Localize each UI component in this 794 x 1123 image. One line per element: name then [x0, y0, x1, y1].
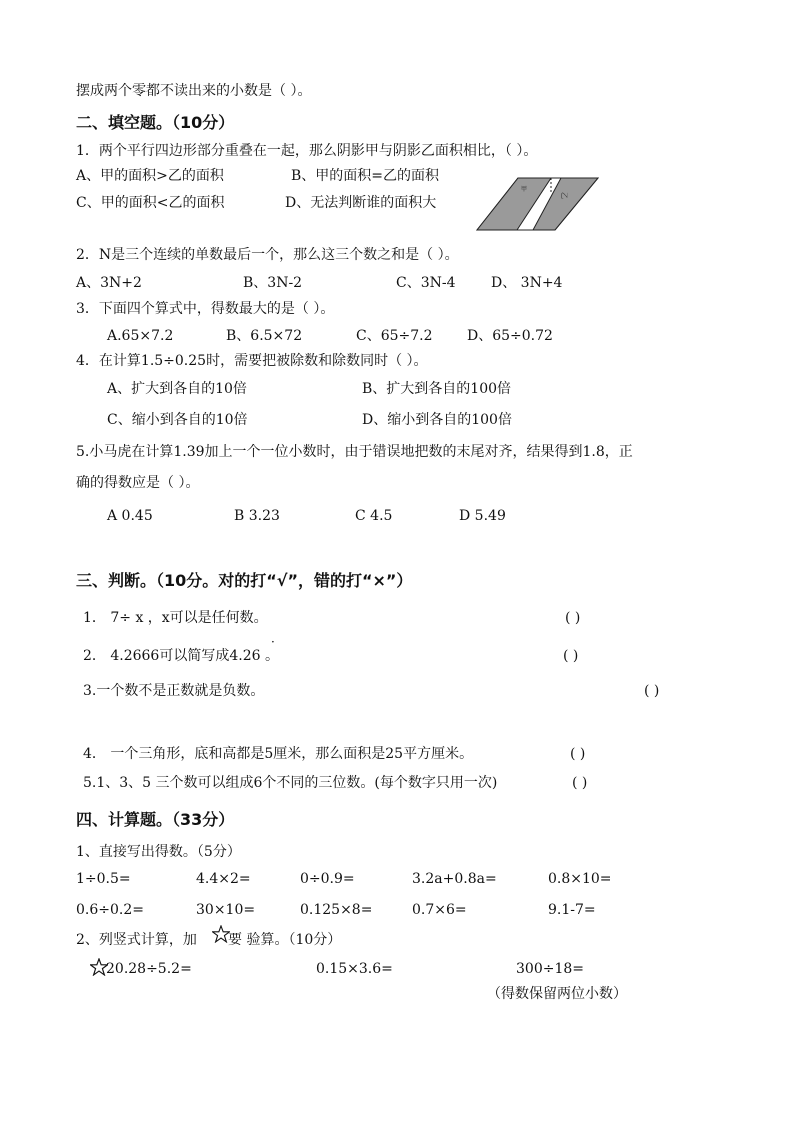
question-1-option-b: B、甲的面积=乙的面积	[291, 168, 440, 184]
section-title-calc: 四、计算题。（33分）	[76, 810, 235, 829]
question-1-option-d: D、无法判断谁的面积大	[285, 195, 437, 211]
figure-label-yi: 乙	[560, 192, 568, 199]
question-3-option-b: B、6.5×72	[226, 328, 303, 344]
question-4-option-a: A、扩大到各自的10倍	[107, 381, 247, 397]
calc-sub-2-part-a: 2、列竖式计算，加	[76, 932, 197, 948]
oral-calc-9: 0.7×6=	[412, 902, 467, 918]
question-5-stem: 5.小马虎在计算1.39加上一个一位小数时，由于错误地把数的末尾对齐，结果得到1.8，正	[76, 444, 633, 460]
oral-calc-5: 0.8×10=	[548, 871, 612, 887]
oral-calc-7: 30×10=	[196, 902, 256, 918]
vertical-calc-2: 0.15×3.6=	[316, 961, 393, 977]
question-5-option-a: A 0.45	[107, 508, 153, 524]
judge-item-2: 2． 4.2666可以简写成4.26 。	[83, 648, 279, 664]
question-4-option-c: C、缩小到各自的10倍	[107, 412, 248, 428]
calc-sub-2-part-b: 要 验算。（10分）	[228, 932, 342, 948]
oral-calc-3: 0÷0.9=	[300, 871, 355, 887]
judge-item-2-paren: ( )	[563, 648, 579, 664]
question-4-option-d: D、缩小到各自的100倍	[362, 412, 512, 428]
repeating-decimal-dot: ·	[271, 635, 275, 649]
judge-item-3: 3.一个数不是正数就是负数。	[83, 683, 265, 699]
judge-item-1: 1． 7÷ x ，x可以是任何数。	[83, 610, 268, 626]
judge-item-4: 4． 一个三角形，底和高都是5厘米，那么面积是25平方厘米。	[83, 746, 474, 762]
fill-blank-line: 摆成两个零都不读出来的小数是（ ）。	[76, 83, 312, 99]
judge-item-4-paren: ( )	[570, 746, 586, 762]
question-5-stem-cont: 确的得数应是（ ）。	[76, 475, 200, 491]
question-2-option-d: D、 3N+4	[491, 275, 563, 291]
question-3-option-c: C、65÷7.2	[356, 328, 433, 344]
judge-item-5-paren: ( )	[572, 775, 588, 791]
figure-label-jia: 甲	[521, 186, 528, 193]
question-5-option-b: B 3.23	[234, 508, 280, 524]
question-1-stem: 1．两个平行四边形部分重叠在一起，那么阴影甲与阴影乙面积相比，（ ）。	[76, 143, 538, 159]
question-3-option-d: D、65÷0.72	[467, 328, 553, 344]
vertical-calc-1: 20.28÷5.2=	[106, 961, 192, 977]
question-5-option-d: D 5.49	[459, 508, 506, 524]
vertical-calc-3: 300÷18=	[516, 961, 584, 977]
parallelogram-overlap-figure	[475, 174, 603, 234]
calc-sub-1: 1、直接写出得数。（5分）	[76, 844, 241, 860]
oral-calc-6: 0.6÷0.2=	[76, 902, 144, 918]
question-2-option-c: C、3N-4	[396, 275, 456, 291]
oral-calc-8: 0.125×8=	[300, 902, 373, 918]
section-title-fill: 二、填空题。（10分）	[76, 113, 235, 132]
judge-item-3-paren: ( )	[644, 683, 660, 699]
question-3-option-a: A.65×7.2	[107, 328, 174, 344]
section-title-judge: 三、判断。（10分。对的打“√”，错的打“×”）	[76, 571, 413, 590]
question-2-option-a: A、3N+2	[76, 275, 142, 291]
question-5-option-c: C 4.5	[355, 508, 393, 524]
oral-calc-1: 1÷0.5=	[76, 871, 131, 887]
question-3-stem: 3．下面四个算式中，得数最大的是（ ）。	[76, 301, 335, 317]
question-2-stem: 2．N是三个连续的单数最后一个，那么这三个数之和是（ ）。	[76, 247, 459, 263]
oral-calc-2: 4.4×2=	[196, 871, 251, 887]
question-2-option-b: B、3N-2	[243, 275, 303, 291]
oral-calc-10: 9.1-7=	[548, 902, 596, 918]
judge-item-5: 5.1、3、5 三个数可以组成6个不同的三位数。(每个数字只用一次)	[83, 775, 498, 791]
oral-calc-4: 3.2a+0.8a=	[412, 871, 497, 887]
question-1-option-a: A、甲的面积>乙的面积	[76, 168, 224, 184]
question-1-option-c: C、甲的面积<乙的面积	[76, 195, 225, 211]
question-4-stem: 4．在计算1.5÷0.25时，需要把被除数和除数同时（ ）。	[76, 353, 428, 369]
question-4-option-b: B、扩大到各自的100倍	[362, 381, 512, 397]
judge-item-1-paren: ( )	[565, 610, 581, 626]
rounding-note: （得数保留两位小数）	[487, 986, 627, 1002]
